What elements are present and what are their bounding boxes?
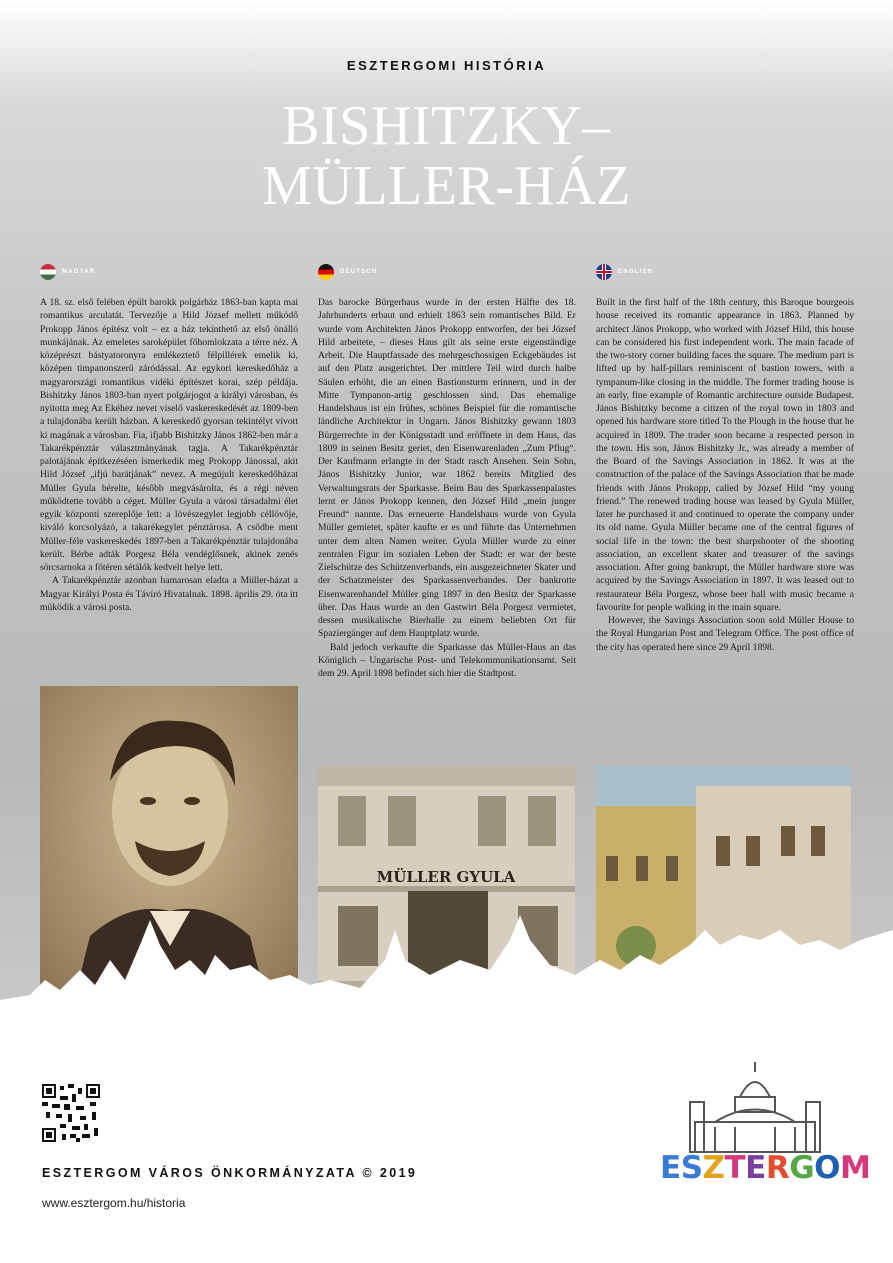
title-line-1: BISHITZKY– <box>282 95 611 157</box>
paragraph: A 18. sz. első felében épült barokk polgárház 1863-ban kapta mai romantikus arculatát. Tervezője a Hild József mellett működő Prokopp János építész volt – ez a ház tekinthető az első önálló munkájának. Az emeletes saroképület főhomlokzata a térre néz. A középrészt bástyatoronyra emlékeztető félpillérek emelik ki, középen timpanonszerű záródással. Az egykori kereskedőház a magyarországi romantikus vidéki építészet korai, szép példája. Bishitzky János 1803-ban nyert polgárjogot a királyi városban, és nyitotta meg Az Ekéhez nevet viselő vaskereskedését az 1809-ben a tulajdonába került házban. A kereskedő gyorsan tekintélyt vívott ki magának a városban. Fia, ifjabb Bishitzky János 1862-ben már a Takarékpénztár választmányának tagja. A Takarékpénztár palotájának építkezéséen ismerkedik meg Prokopp Jánossal, akit Hild József „ifjú barátjának” nevez. A megújult kereskedőházat Müller Gyula bérelte, később megvásárolta, és a régi néven működtette tovább a céget. Müller Gyula a városi társadalmi élet egyik központi szereplője lett: a lövészegylet legjobb céllövője, kiváló korcsolyázó, a takarékegylet pénztárosa. A csődbe ment Müller-féle vaskereskedés 1897-ben a Takarékpénztár tulajdonába került. Bérbe adták Porgesz Béla vendéglősnek, akinek zenés sörcsarnoka a főtéren sétálók kedvelt helye lett. <box>40 297 298 573</box>
paragraph: Bald jedoch verkaufte die Sparkasse das Müller-Haus an das Königlich – Ungarische Post- und Telekommunikationsamt. Seit dem 29. April 1898 befindet sich hier die Stadtpost. <box>318 641 576 679</box>
text-column-en <box>596 296 854 654</box>
lang-header-hu <box>40 264 95 280</box>
qr-code-icon[interactable] <box>42 1084 100 1142</box>
logo-letter: S <box>680 1150 703 1186</box>
german-flag-icon <box>318 264 334 280</box>
lang-header-en <box>596 264 653 280</box>
logo-letter: Z <box>702 1150 725 1186</box>
title-line-2: MÜLLER-HÁZ <box>262 155 631 217</box>
page-title <box>0 96 893 216</box>
logo-letter: E <box>660 1150 681 1186</box>
hungarian-flag-icon <box>40 264 56 280</box>
paragraph: Built in the first half of the 18th century, this Baroque bourgeois house received its romantic appearance in 1863. Planned by architect János Prokopp, who worked with József Hild, this house can be considered his first independent work. The main facade of the two-story corner building faces the square. The medium part is lifted up by half-pillars reminiscent of bastion towers, with a tympanum-like closing in the middle. The former trading house is an early, fine example of Romantic architecture outside Budapest. János Bishitzky become a citizen of the royal town in 1803 and opened his hardware store titled To the Plough in the house that he acquired in 1809. The trader soon became a respected person in the town. His son, János Bishitzky Jr., was already a member of the Board of the Savings Association in 1862. It was at the construction of the palace of the Savings Association that he made friends with János Prokopp, called by József Hild “my young friend.” The renewed trading house was leased by Gyula Müller, later he purchased it and continued to operate the company under its old name. Gyula Müller became one of the central figures of social life in the town: the best sharpshooter of the shooting association, an excellent skater and treasurer of the savings association. After going bankrupt, the Müller hardware store was acquired by the Savings Association in 1897. It was leased out to restaurateur Béla Porgesz, whose beer hall with music became a favourite for people walking in the main square. <box>596 297 854 613</box>
lang-label-hu: MAGYAR <box>62 269 96 275</box>
logo-letter: O <box>814 1150 841 1186</box>
footer-url-link[interactable]: www.esztergom.hu/historia <box>42 1196 186 1210</box>
paragraph: A Takarékpénztár azonban hamarosan eladta a Müller-házat a Magyar Királyi Posta és Távíró Hivatalnak. 1898. április 29. óta itt működik a városi posta. <box>40 575 298 613</box>
series-title: ESZTERGOMI HISTÓRIA <box>346 58 547 73</box>
logo-letter: G <box>789 1150 815 1186</box>
lang-header-de <box>318 264 377 280</box>
logo-letter: R <box>765 1150 790 1186</box>
logo-letter: E <box>745 1150 766 1186</box>
logo-letter: M <box>840 1150 871 1186</box>
esztergom-logo-wordmark <box>660 1150 870 1186</box>
paragraph: However, the Savings Association soon sold Müller House to the Royal Hungarian Post and Telegram Office. The post office of the city has operated here since 29 April 1898. <box>596 615 854 653</box>
logo-letter: T <box>724 1150 746 1186</box>
lang-label-de: DEUTSCH <box>340 269 378 275</box>
shop-sign: MÜLLER GYULA <box>376 868 516 886</box>
lang-label-en: ENGLISH <box>618 269 654 275</box>
text-column-de <box>318 296 576 680</box>
footer-organization: ESZTERGOM VÁROS ÖNKORMÁNYZATA © 2019 <box>42 1166 418 1180</box>
british-flag-icon <box>596 264 612 280</box>
text-column-hu <box>40 296 298 614</box>
paragraph: Das barocke Bürgerhaus wurde in der ersten Hälfte des 18. Jahrhunderts erbaut und erhielt 1863 sein romantisches Bild. Er wurde vom Architekten János Prokopp entworfen, der bei József Hild arbeitete, – dieses Haus gilt als seine erste eigenständige Arbeit. Die Hauptfassade des mehrgeschossigen Eckgebäudes ist auf den Platz ausgerichtet. Der mittlere Teil wird durch halbe Säulen erhöht, die an einen Bastionsturm erinnern, und in der Mitte Tympanon-artig geschlossen sind. Das ehemalige Handelshaus ist ein frühes, schönes Beispiel für die romantische ländliche Architektur in Ungarn. János Bishitzky gewann 1803 Bürgerrechte in der Königsstadt und eröffnete in dem Haus, das 1809 in seinen Besitz geriet, den Eisenwarenladen „Zum Pflug“. Der Kaufmann erlangte in der Stadt rasch Ansehen. Sein Sohn, János Bishitzky Junior, war 1862 bereits Mitglied des Verwaltungsrats der Sparkasse. Beim Bau des Sparkassenpalastes lernt er János Prokopp kennen, den József Hild „mein junger Freund“ nannte. Das erneuerte Handelshaus wurde von Gyula Müller gemietet, später kaufte er es und führte das Unternehmen unter dem alten Namen weiter. Gyula Müller wurde zu einer zentralen Figur im sozialen Leben der Stadt: er war der beste Zielschütze des Schützenverbands, ein ausgezeichneter Skater und der Schatzmeister des Sparkassenverbandes. Der bankrotte Eisenwarenhandel Müller ging 1897 in den Besitz der Sparkasse über. Das Haus wurde an den Gastwirt Béla Porgesz vermietet, dessen musikalische Bierhalle zu einem beliebten Ort für Spaziergänger auf dem Hauptplatz wurde. <box>318 297 576 640</box>
